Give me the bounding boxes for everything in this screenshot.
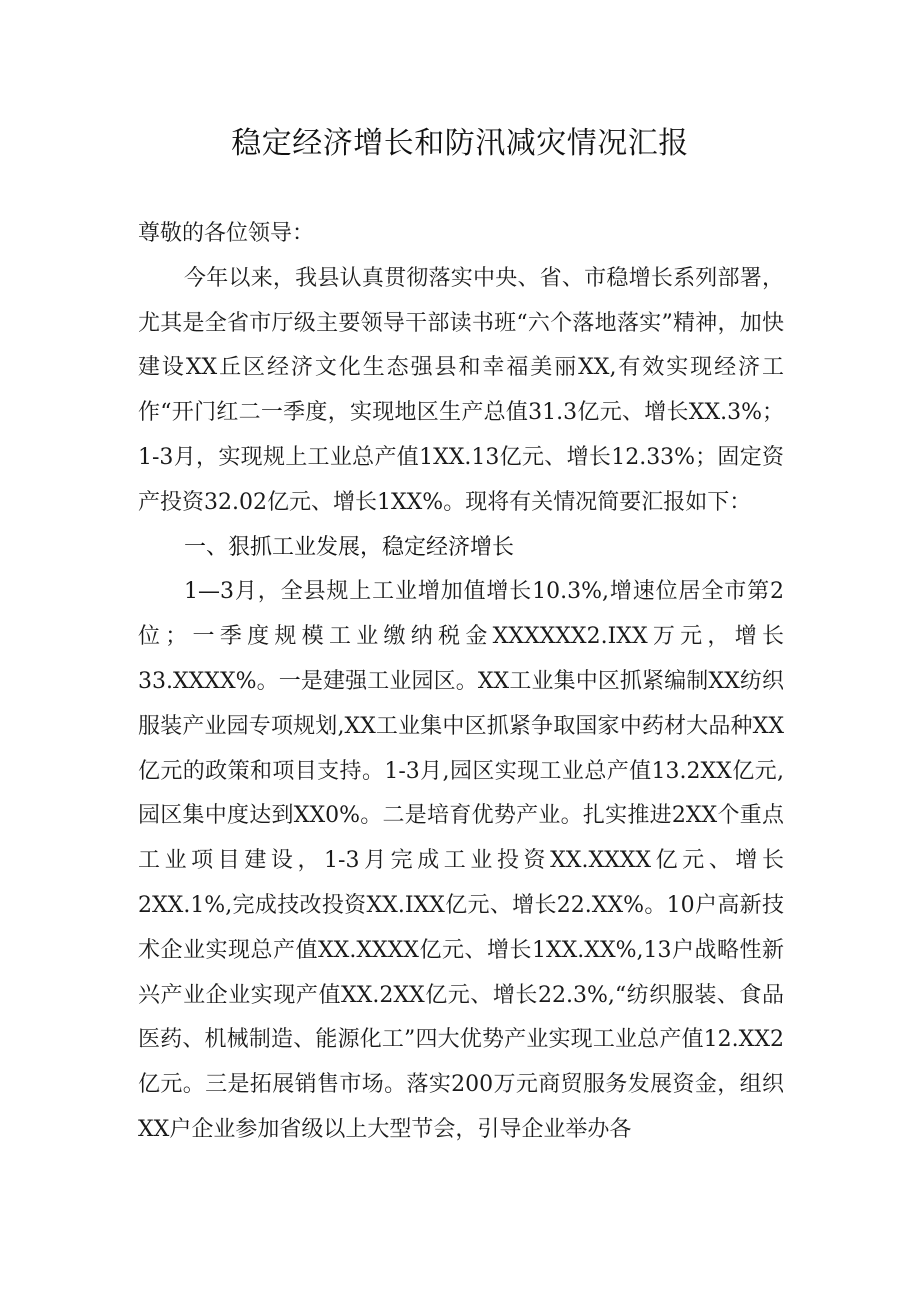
salutation: 尊敬的各位领导： bbox=[138, 221, 315, 246]
section-heading: 一、狠抓工业发展，稳定经济增长 bbox=[184, 534, 515, 560]
section-paragraph: 1—3月，全县规上工业增加值增长10.3%,增速位居全市第2位；一季度规模工业缴纳税金XXXXXX2.IXX万元，增长33.XXXX%。一是建强工业园区。XX工业集中区抓紧编制XX纺织服装产业园专项规划,XX工业集中区抓紧争取国家中药材大品种XX亿元的政策和项目支持。1-3月,园区实现工业总产值13.2XX亿元,园区集中度达到XX0%。二是培育优势产业。扎实推进2XX个重点工业项目建设，1-3月完成工业投资XX.XXXX亿元、增长2XX.1%,完成技改投资XX.IXX亿元、增长22.XX%。10户高新技术企业实现总产值XX.XXXX亿元、增长1XX.XX%,13户战略性新兴产业企业实现产值XX.2XX亿元、增长22.3%,“纺织服装、食品医药、机械制造、能源化工”四大优势产业实现工业总产值12.XX2亿元。三是拓展销售市场。落实200万元商贸服务发展资金，组织XX户企业参加省级以上大型节会，引导企业举办各 bbox=[138, 579, 784, 1142]
intro-paragraph: 今年以来，我县认真贯彻落实中央、省、市稳增长系列部署，尤其是全省市厅级主要领导干部读书班“六个落地落实”精神，加快建设XX丘区经济文化生态强县和幸福美丽XX,有效实现经济工作“开门红二一季度，实现地区生产总值31.3亿元、增长XX.3%；1-3月，实现规上工业总产值1XX.13亿元、增长12.33%；固定资产投资32.02亿元、增长1XX%。现将有关情况简要汇报如下： bbox=[138, 265, 784, 515]
document-body bbox=[138, 212, 784, 1153]
document-title: 稳定经济增长和防汛减灾情况汇报 bbox=[231, 126, 689, 161]
